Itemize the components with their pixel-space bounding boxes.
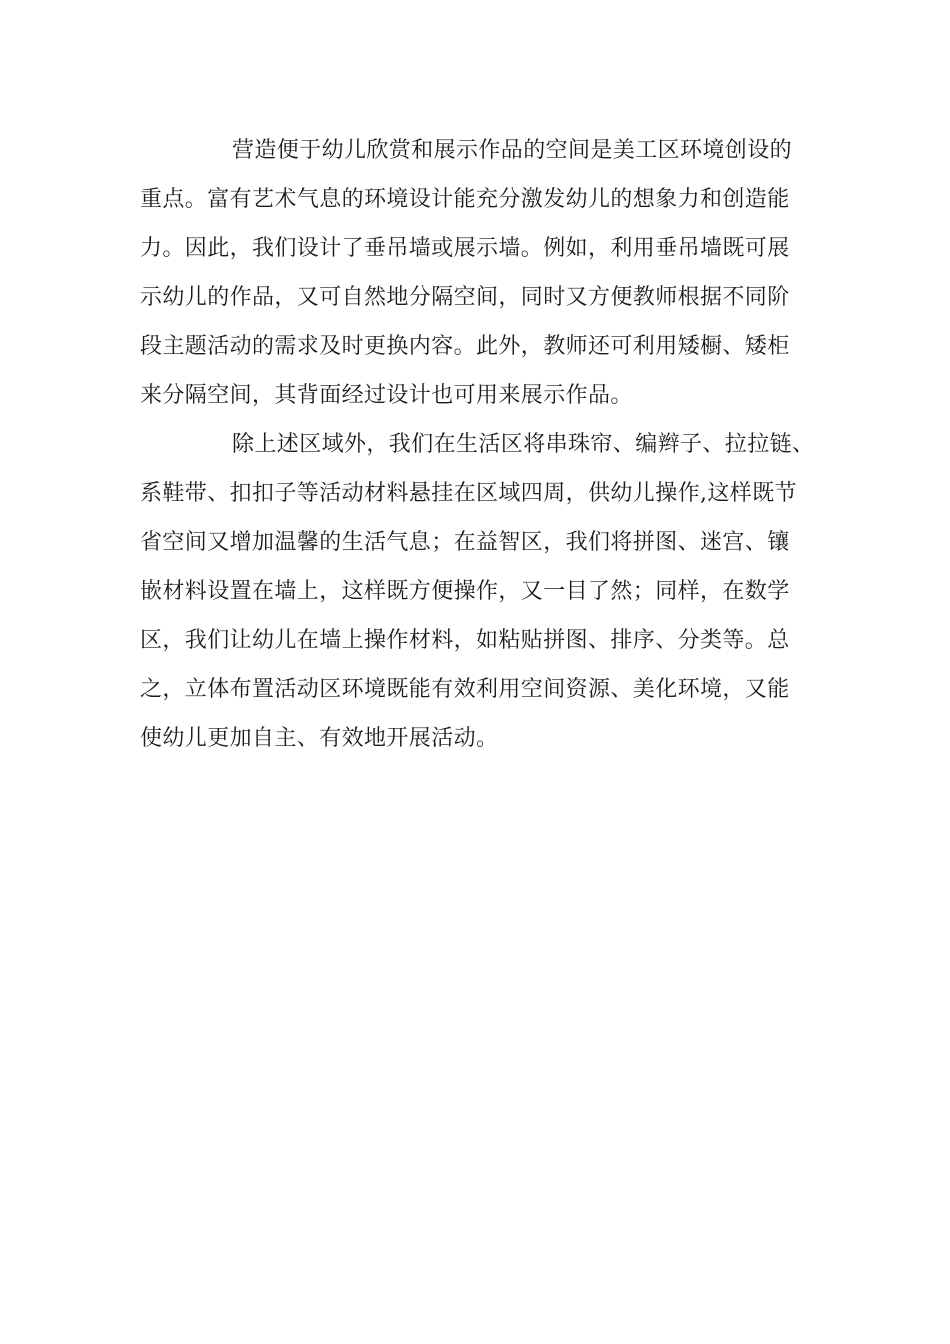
paragraph-line: 区，我们让幼儿在墙上操作材料，如粘贴拼图、排序、分类等。总	[140, 628, 790, 653]
document-body	[140, 126, 815, 763]
paragraph-line: 嵌材料设置在墙上，这样既方便操作，又一目了然；同样，在数学	[140, 579, 790, 604]
paragraph-line: 使幼儿更加自主、有效地开展活动。	[140, 726, 499, 751]
paragraph-line: 省空间又增加温馨的生活气息；在益智区，我们将拼图、迷宫、镶	[140, 530, 790, 555]
paragraph-art-area	[140, 126, 812, 420]
paragraph-line: 来分隔空间，其背面经过设计也可用来展示作品。	[140, 383, 633, 408]
paragraph-line: 段主题活动的需求及时更换内容。此外，教师还可利用矮橱、矮柜	[140, 334, 790, 359]
paragraph-line: 除上述区域外，我们在生活区将串珠帘、编辫子、拉拉链、	[232, 432, 815, 457]
paragraph-line: 营造便于幼儿欣赏和展示作品的空间是美工区环境创设的	[232, 138, 793, 163]
paragraph-line: 重点。富有艺术气息的环境设计能充分激发幼儿的想象力和创造能	[140, 187, 790, 212]
paragraph-line: 示幼儿的作品，又可自然地分隔空间，同时又方便教师根据不同阶	[140, 285, 790, 310]
paragraph-line: 力。因此，我们设计了垂吊墙或展示墙。例如，利用垂吊墙既可展	[140, 236, 790, 261]
paragraph-line: 系鞋带、扣扣子等活动材料悬挂在区域四周，供幼儿操作,这样既节	[140, 481, 797, 506]
paragraph-line: 之，立体布置活动区环境既能有效利用空间资源、美化环境，又能	[140, 677, 790, 702]
paragraph-other-areas	[140, 420, 815, 763]
